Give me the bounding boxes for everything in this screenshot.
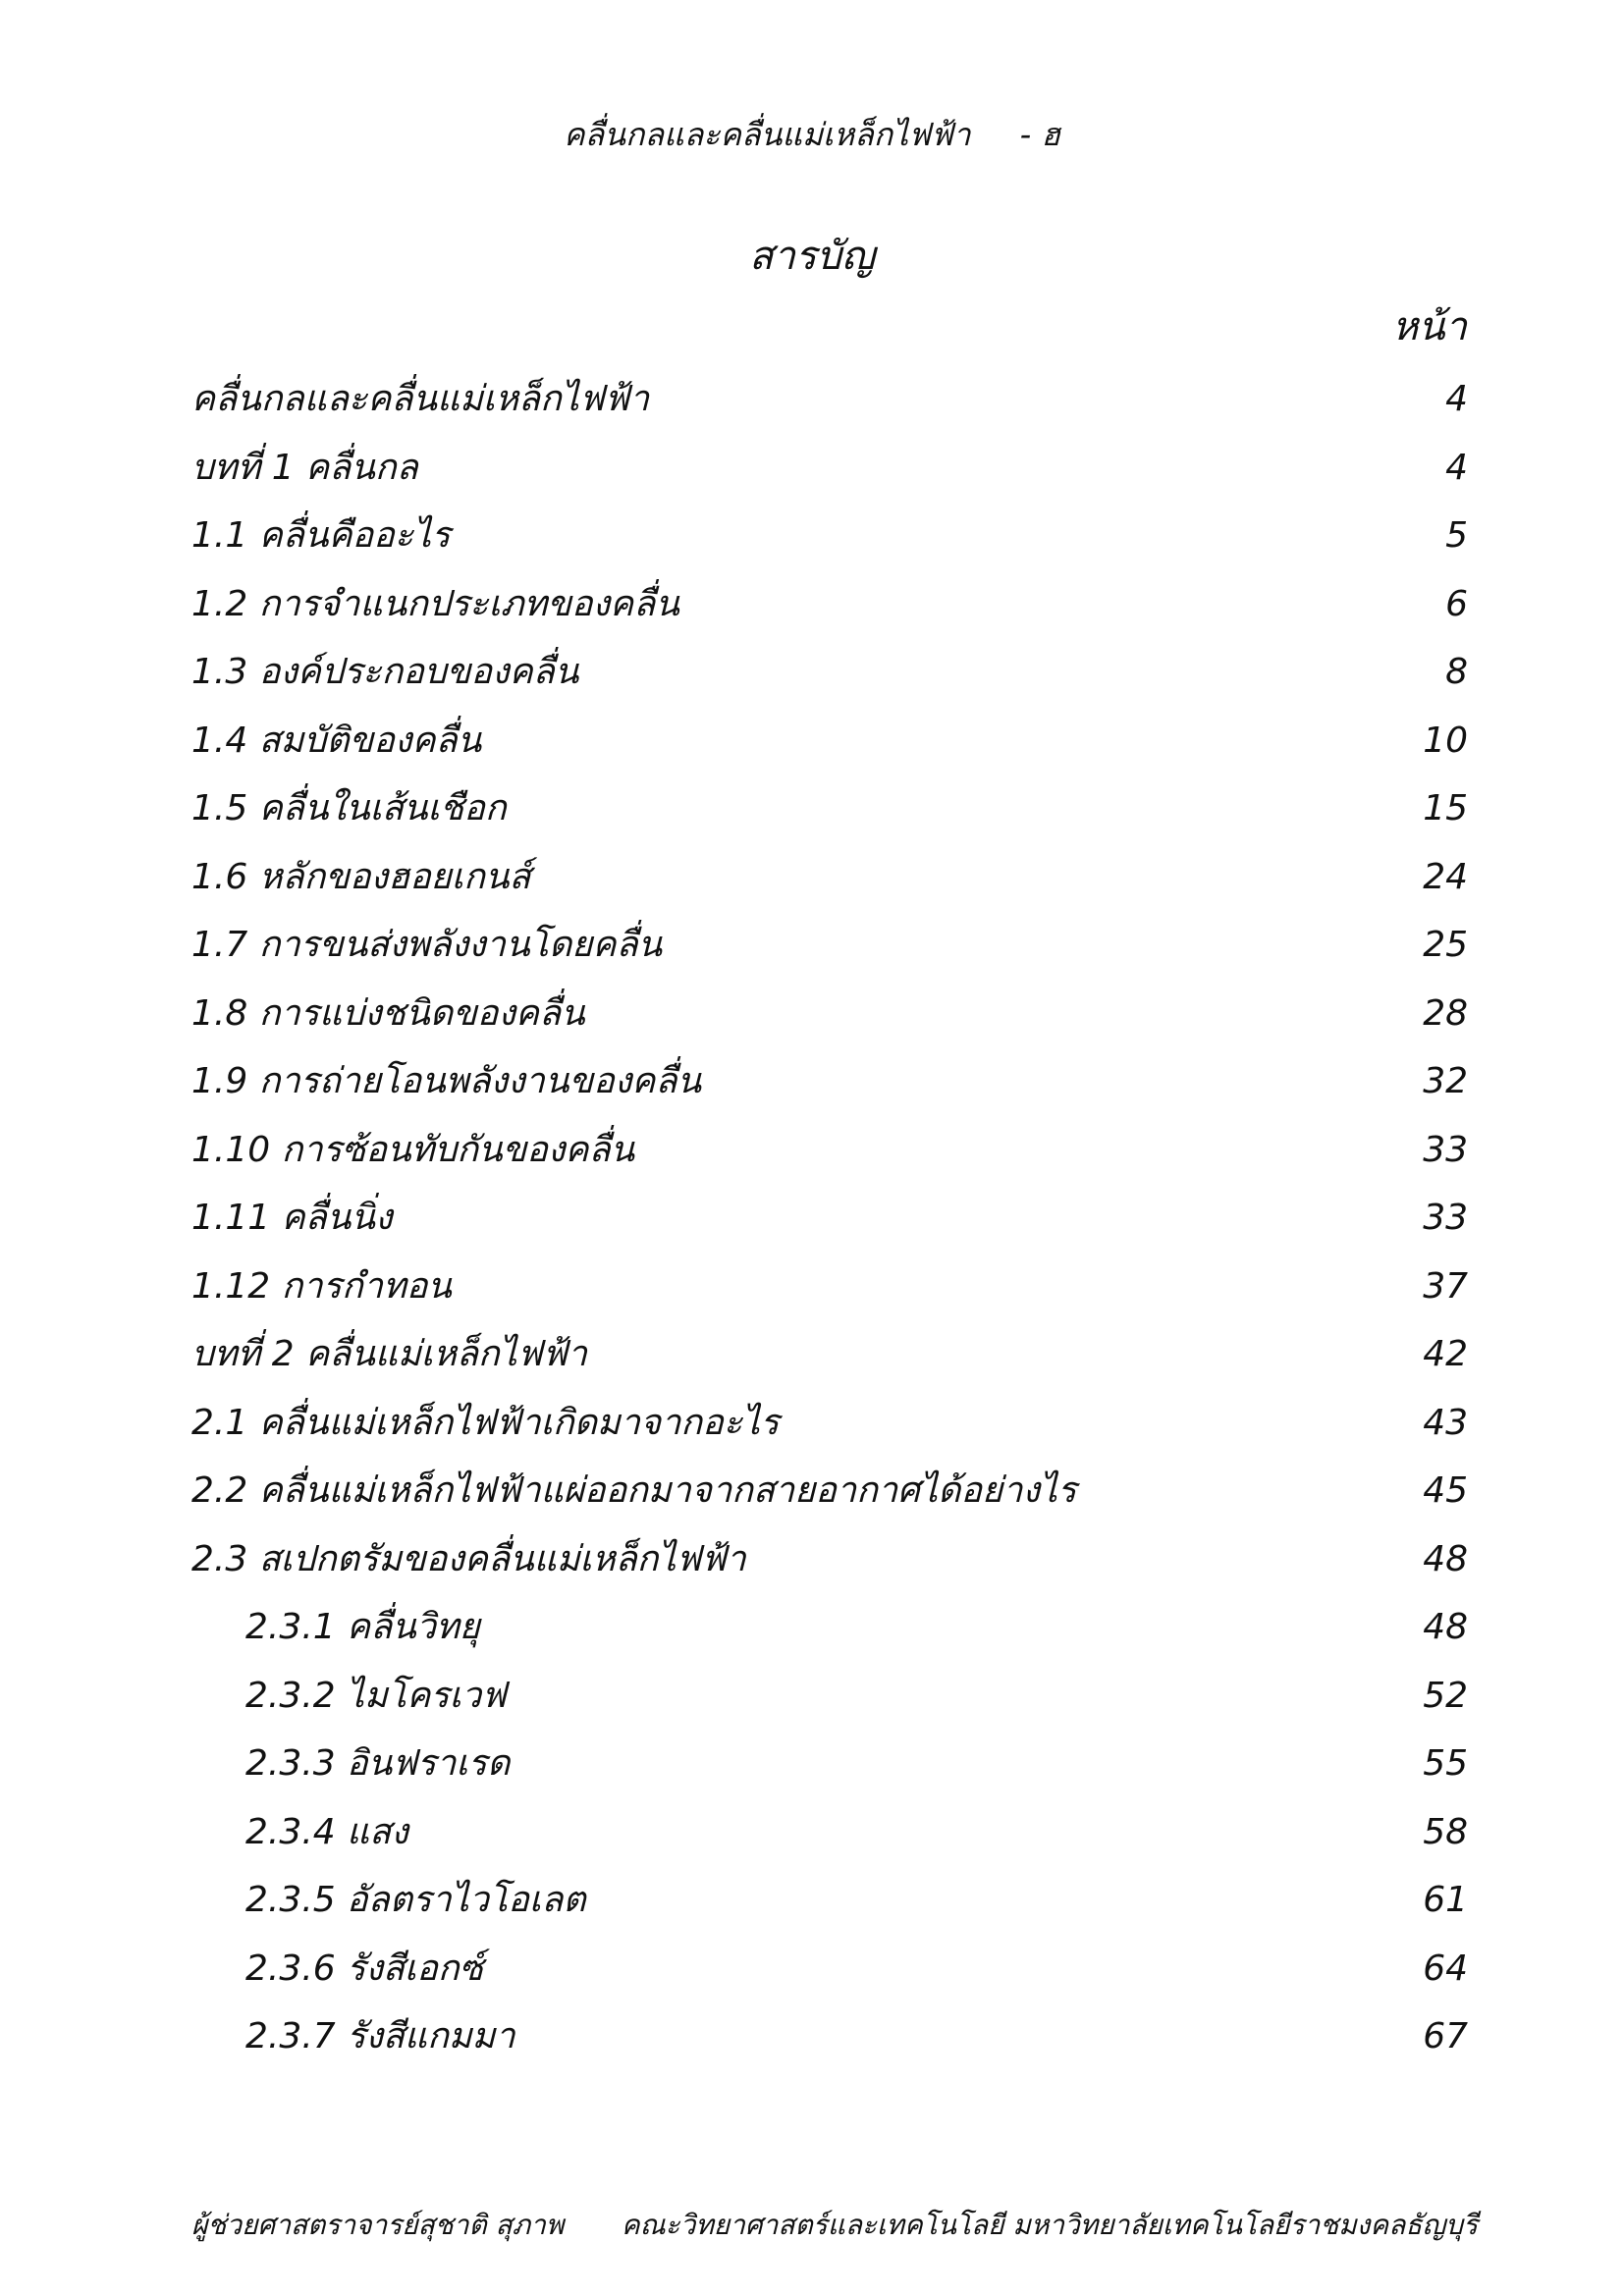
toc-entry-page: 45 — [1423, 1470, 1468, 1511]
toc-entry-label: 2.3.2 ไมโครเวฟ — [245, 1675, 507, 1716]
page-header — [0, 110, 1624, 160]
toc-entry-label: 2.3.6 รังสีเอกซ์ — [245, 1948, 484, 1989]
header-page-number: - ฮ — [1019, 116, 1060, 153]
toc-entry — [191, 1866, 1468, 1935]
toc-entry-label: คลื่นกลและคลื่นแม่เหล็กไฟฟ้า — [191, 379, 650, 419]
toc-entry-label: 1.4 สมบัติของคลื่น — [191, 720, 482, 761]
toc-entry — [191, 1730, 1468, 1798]
toc-entry — [191, 1525, 1468, 1594]
toc-entry — [191, 365, 1468, 434]
toc-entry-label: 2.3.7 รังสีแกมมา — [245, 2016, 515, 2056]
toc-entry — [191, 707, 1468, 775]
toc-entry-page: 61 — [1423, 1880, 1468, 1920]
toc-entry-page: 33 — [1423, 1129, 1468, 1170]
toc-entry-label: 2.3.1 คลื่นวิทยุ — [245, 1607, 480, 1647]
toc-entry — [191, 1593, 1468, 1662]
toc-entry-page: 4 — [1445, 447, 1468, 488]
toc-entry-page: 25 — [1423, 925, 1468, 965]
toc-entry — [191, 1253, 1468, 1321]
toc-entry — [191, 434, 1468, 503]
header-title: คลื่นกลและคลื่นแม่เหล็กไฟฟ้า — [564, 116, 971, 153]
toc-entry — [191, 1184, 1468, 1253]
toc-entry-label: บทที่ 2 คลื่นแม่เหล็กไฟฟ้า — [191, 1334, 587, 1374]
page-column-label: หน้า — [1391, 304, 1467, 349]
toc-entry-page: 24 — [1423, 856, 1468, 897]
toc-entry-label: 2.3 สเปกตรัมของคลื่นแม่เหล็กไฟฟ้า — [191, 1538, 746, 1579]
toc-entry-page: 15 — [1423, 788, 1468, 828]
toc-entry — [191, 1457, 1468, 1525]
toc-entry — [191, 774, 1468, 843]
toc-entry-label: บทที่ 1 คลื่นกล — [191, 447, 418, 488]
toc-entry-label: 1.11 คลื่นนิ่ง — [191, 1198, 393, 1238]
toc-entry-label: 2.3.4 แสง — [245, 1811, 408, 1852]
toc-entry — [191, 1662, 1468, 1731]
toc-entry — [191, 843, 1468, 912]
toc-entry — [191, 570, 1468, 639]
toc-entry — [191, 1389, 1468, 1458]
toc-entry-page: 43 — [1423, 1402, 1468, 1443]
toc-entry-page: 42 — [1423, 1334, 1468, 1374]
toc-entry-page: 64 — [1423, 1948, 1468, 1989]
toc-entry — [191, 502, 1468, 570]
footer-author: ผู้ช่วยศาสตราจารย์สุชาติ สุภาพ — [191, 2209, 565, 2241]
table-of-contents — [191, 365, 1468, 2071]
toc-entry — [191, 1047, 1468, 1116]
toc-entry-label: 2.1 คลื่นแม่เหล็กไฟฟ้าเกิดมาจากอะไร — [191, 1402, 780, 1443]
toc-entry-page: 28 — [1423, 992, 1468, 1034]
toc-entry-label: 1.3 องค์ประกอบของคลื่น — [191, 652, 579, 692]
toc-entry-page: 5 — [1445, 515, 1468, 556]
toc-entry — [191, 1935, 1468, 2003]
toc-entry — [191, 2002, 1468, 2071]
toc-entry-page: 37 — [1423, 1265, 1468, 1307]
toc-entry — [191, 980, 1468, 1048]
toc-entry-page: 32 — [1423, 1061, 1468, 1101]
toc-entry-label: 2.3.5 อัลตราไวโอเลต — [245, 1880, 586, 1920]
toc-entry-label: 1.9 การถ่ายโอนพลังงานของคลื่น — [191, 1061, 702, 1101]
toc-entry — [191, 1320, 1468, 1389]
toc-entry-page: 48 — [1423, 1538, 1468, 1579]
toc-entry — [191, 911, 1468, 980]
toc-entry-label: 1.12 การกำทอน — [191, 1265, 452, 1307]
footer-institution: คณะวิทยาศาสตร์และเทคโนโลยี มหาวิทยาลัยเทคโนโลยีราชมงคลธัญบุรี — [621, 2209, 1478, 2241]
toc-entry-page: 10 — [1423, 720, 1468, 761]
toc-entry-page: 55 — [1423, 1743, 1468, 1784]
toc-entry-label: 1.2 การจำแนกประเภทของคลื่น — [191, 583, 679, 624]
toc-entry-page: 52 — [1423, 1675, 1468, 1716]
toc-entry-page: 67 — [1423, 2016, 1468, 2056]
document-title: สารบัญ — [749, 234, 875, 279]
toc-entry — [191, 1798, 1468, 1867]
toc-entry-label: 2.3.3 อินฟราเรด — [245, 1743, 511, 1784]
toc-entry-page: 58 — [1423, 1811, 1468, 1852]
toc-entry-page: 33 — [1423, 1198, 1468, 1238]
toc-entry — [191, 638, 1468, 707]
toc-entry-page: 6 — [1445, 583, 1468, 624]
toc-entry-label: 1.1 คลื่นคืออะไร — [191, 515, 451, 556]
toc-entry-label: 1.10 การซ้อนทับกันของคลื่น — [191, 1129, 635, 1170]
toc-entry-label: 1.6 หลักของฮอยเกนส์ — [191, 856, 531, 897]
toc-entry-label: 1.5 คลื่นในเส้นเชือก — [191, 788, 507, 828]
toc-entry-page: 8 — [1445, 652, 1468, 692]
toc-entry-label: 1.7 การขนส่งพลังงานโดยคลื่น — [191, 925, 663, 965]
toc-entry-page: 4 — [1445, 379, 1468, 419]
toc-entry-label: 1.8 การแบ่งชนิดของคลื่น — [191, 992, 585, 1034]
toc-entry-label: 2.2 คลื่นแม่เหล็กไฟฟ้าแผ่ออกมาจากสายอากาศได้อย่างไร — [191, 1470, 1077, 1511]
toc-entry — [191, 1116, 1468, 1185]
toc-entry-page: 48 — [1423, 1607, 1468, 1647]
